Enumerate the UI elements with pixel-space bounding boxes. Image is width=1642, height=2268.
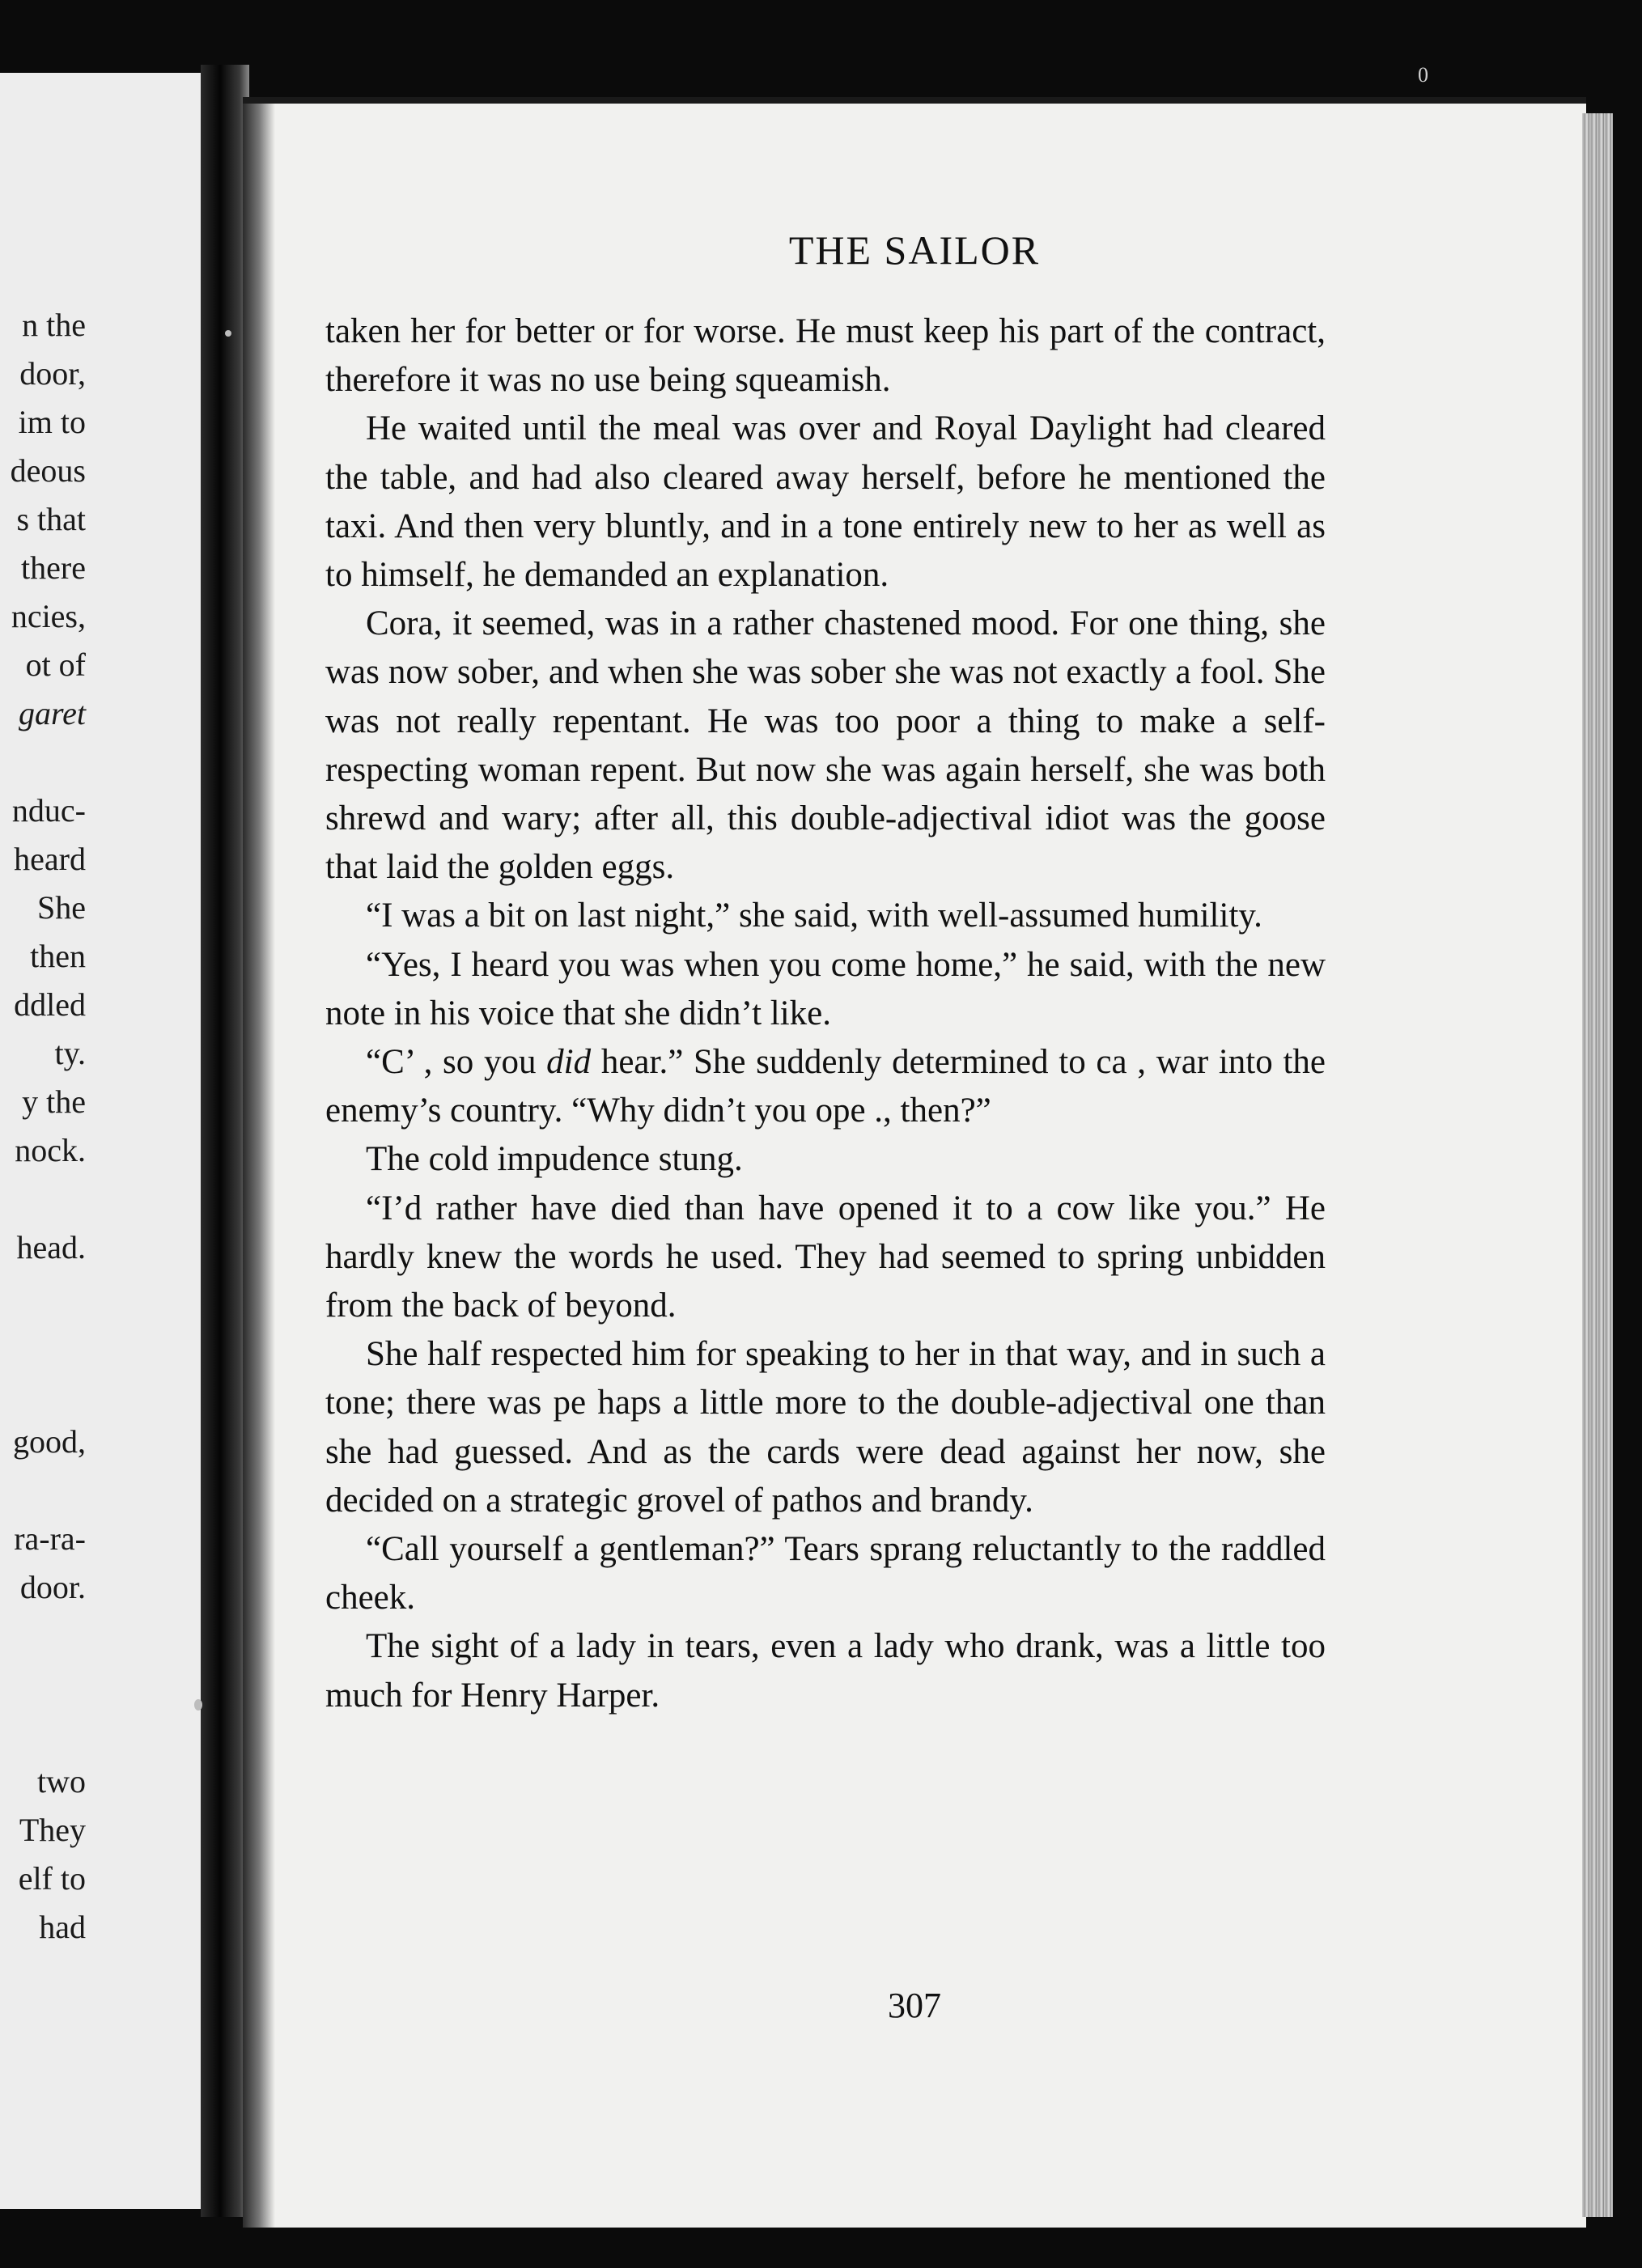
left-page-line: n the (22, 307, 86, 343)
left-page-line: ot of (25, 646, 86, 683)
left-page-line: ncies, (11, 598, 86, 634)
previous-page (0, 73, 201, 2209)
current-page (243, 97, 1586, 2228)
left-page-line: y the (22, 1083, 86, 1120)
left-page-line: ty. (54, 1035, 86, 1071)
left-page-line: elf to (18, 1860, 86, 1897)
page-edge-stack (1582, 113, 1613, 2217)
paragraph: “Yes, I heard you was when you come home,” he said, with the new note in his voice that she didn’t like. (325, 945, 1326, 1032)
paragraph: “Call yourself a gentleman?” Tears sprang reluctantly to the raddled cheek. (325, 1530, 1326, 1617)
binding-speck (225, 330, 231, 337)
paragraph: The cold impudence stung. (366, 1140, 743, 1179)
left-page-line: ra-ra- (14, 1520, 86, 1557)
paragraph: taken her for better or for worse. He must keep his part of the contract, therefore it was no use being squeamish. (325, 312, 1326, 400)
paragraph: “I was a bit on last night,” she said, with well-assumed humility. (366, 897, 1262, 935)
left-page-line: door, (19, 355, 86, 392)
book-gutter (201, 65, 249, 2217)
binding-speck (194, 1699, 202, 1711)
left-page-line: She (37, 889, 86, 926)
paragraph: The sight of a lady in tears, even a lady who drank, was a little too much for Henry Harper. (325, 1627, 1326, 1715)
paragraph: “I’d rather have died than have opened it to a cow like you.” He hardly knew the words he used. They had seemed to spring unbidden from the back of beyond. (325, 1189, 1326, 1325)
scan-corner-mark: 0 (1418, 63, 1428, 87)
paragraph: Cora, it seemed, was in a rather chastened mood. For one thing, she was now sober, and when she was sober she was not exactly a fool. She was not really repentant. He was too poor a thing to make a self-respecting woman repent. But now she was again herself, she was both shrewd and wary; after all, this double-adjectival idiot was the goose that laid the golden eggs. (325, 604, 1326, 887)
left-page-line: good, (13, 1423, 86, 1460)
left-page-line: nduc- (11, 792, 86, 829)
text-run: “C’ , so you (366, 1043, 547, 1082)
running-head: THE SAILOR (788, 227, 1041, 273)
paragraph (325, 1038, 1326, 1135)
left-page-line: nock. (15, 1132, 86, 1168)
left-page-line: head. (16, 1229, 86, 1265)
left-page-line: then (30, 938, 86, 974)
emphasis-text: did (546, 1043, 592, 1082)
left-page-line: im to (18, 404, 86, 440)
page-number: 307 (888, 1986, 941, 2025)
left-page-line: They (19, 1812, 86, 1848)
left-page-line: door. (19, 1569, 86, 1605)
left-page-line: deous (10, 452, 86, 489)
left-page-line: two (37, 1763, 86, 1800)
text-run: hear.” She suddenly determined to ca , war into the enemy’s country. “Why didn’t you ope ., then?” (325, 1043, 1326, 1130)
paragraph: He waited until the meal was over and Royal Daylight had cleared the table, and had also cleared away herself, before he mentioned the taxi. And then very bluntly, and in a tone entirely new to her as well as to himself, he demanded an explanation. (325, 409, 1326, 595)
left-page-line: garet (19, 695, 86, 731)
paragraph: She half respected him for speaking to her in that way, and in such a tone; there was pe haps a little more to the double-adjectival one than she had guessed. And as the cards were dead against her now, she decided on a strategic grovel of pathos and brandy. (325, 1335, 1326, 1520)
left-page-line: ddled (14, 986, 86, 1023)
spine-shadow (243, 104, 275, 2228)
left-page-line: there (21, 549, 86, 586)
page-body (325, 307, 1326, 1720)
left-page-line: heard (14, 841, 86, 877)
left-page-line: s that (16, 501, 86, 537)
left-page-line: had (39, 1909, 86, 1945)
